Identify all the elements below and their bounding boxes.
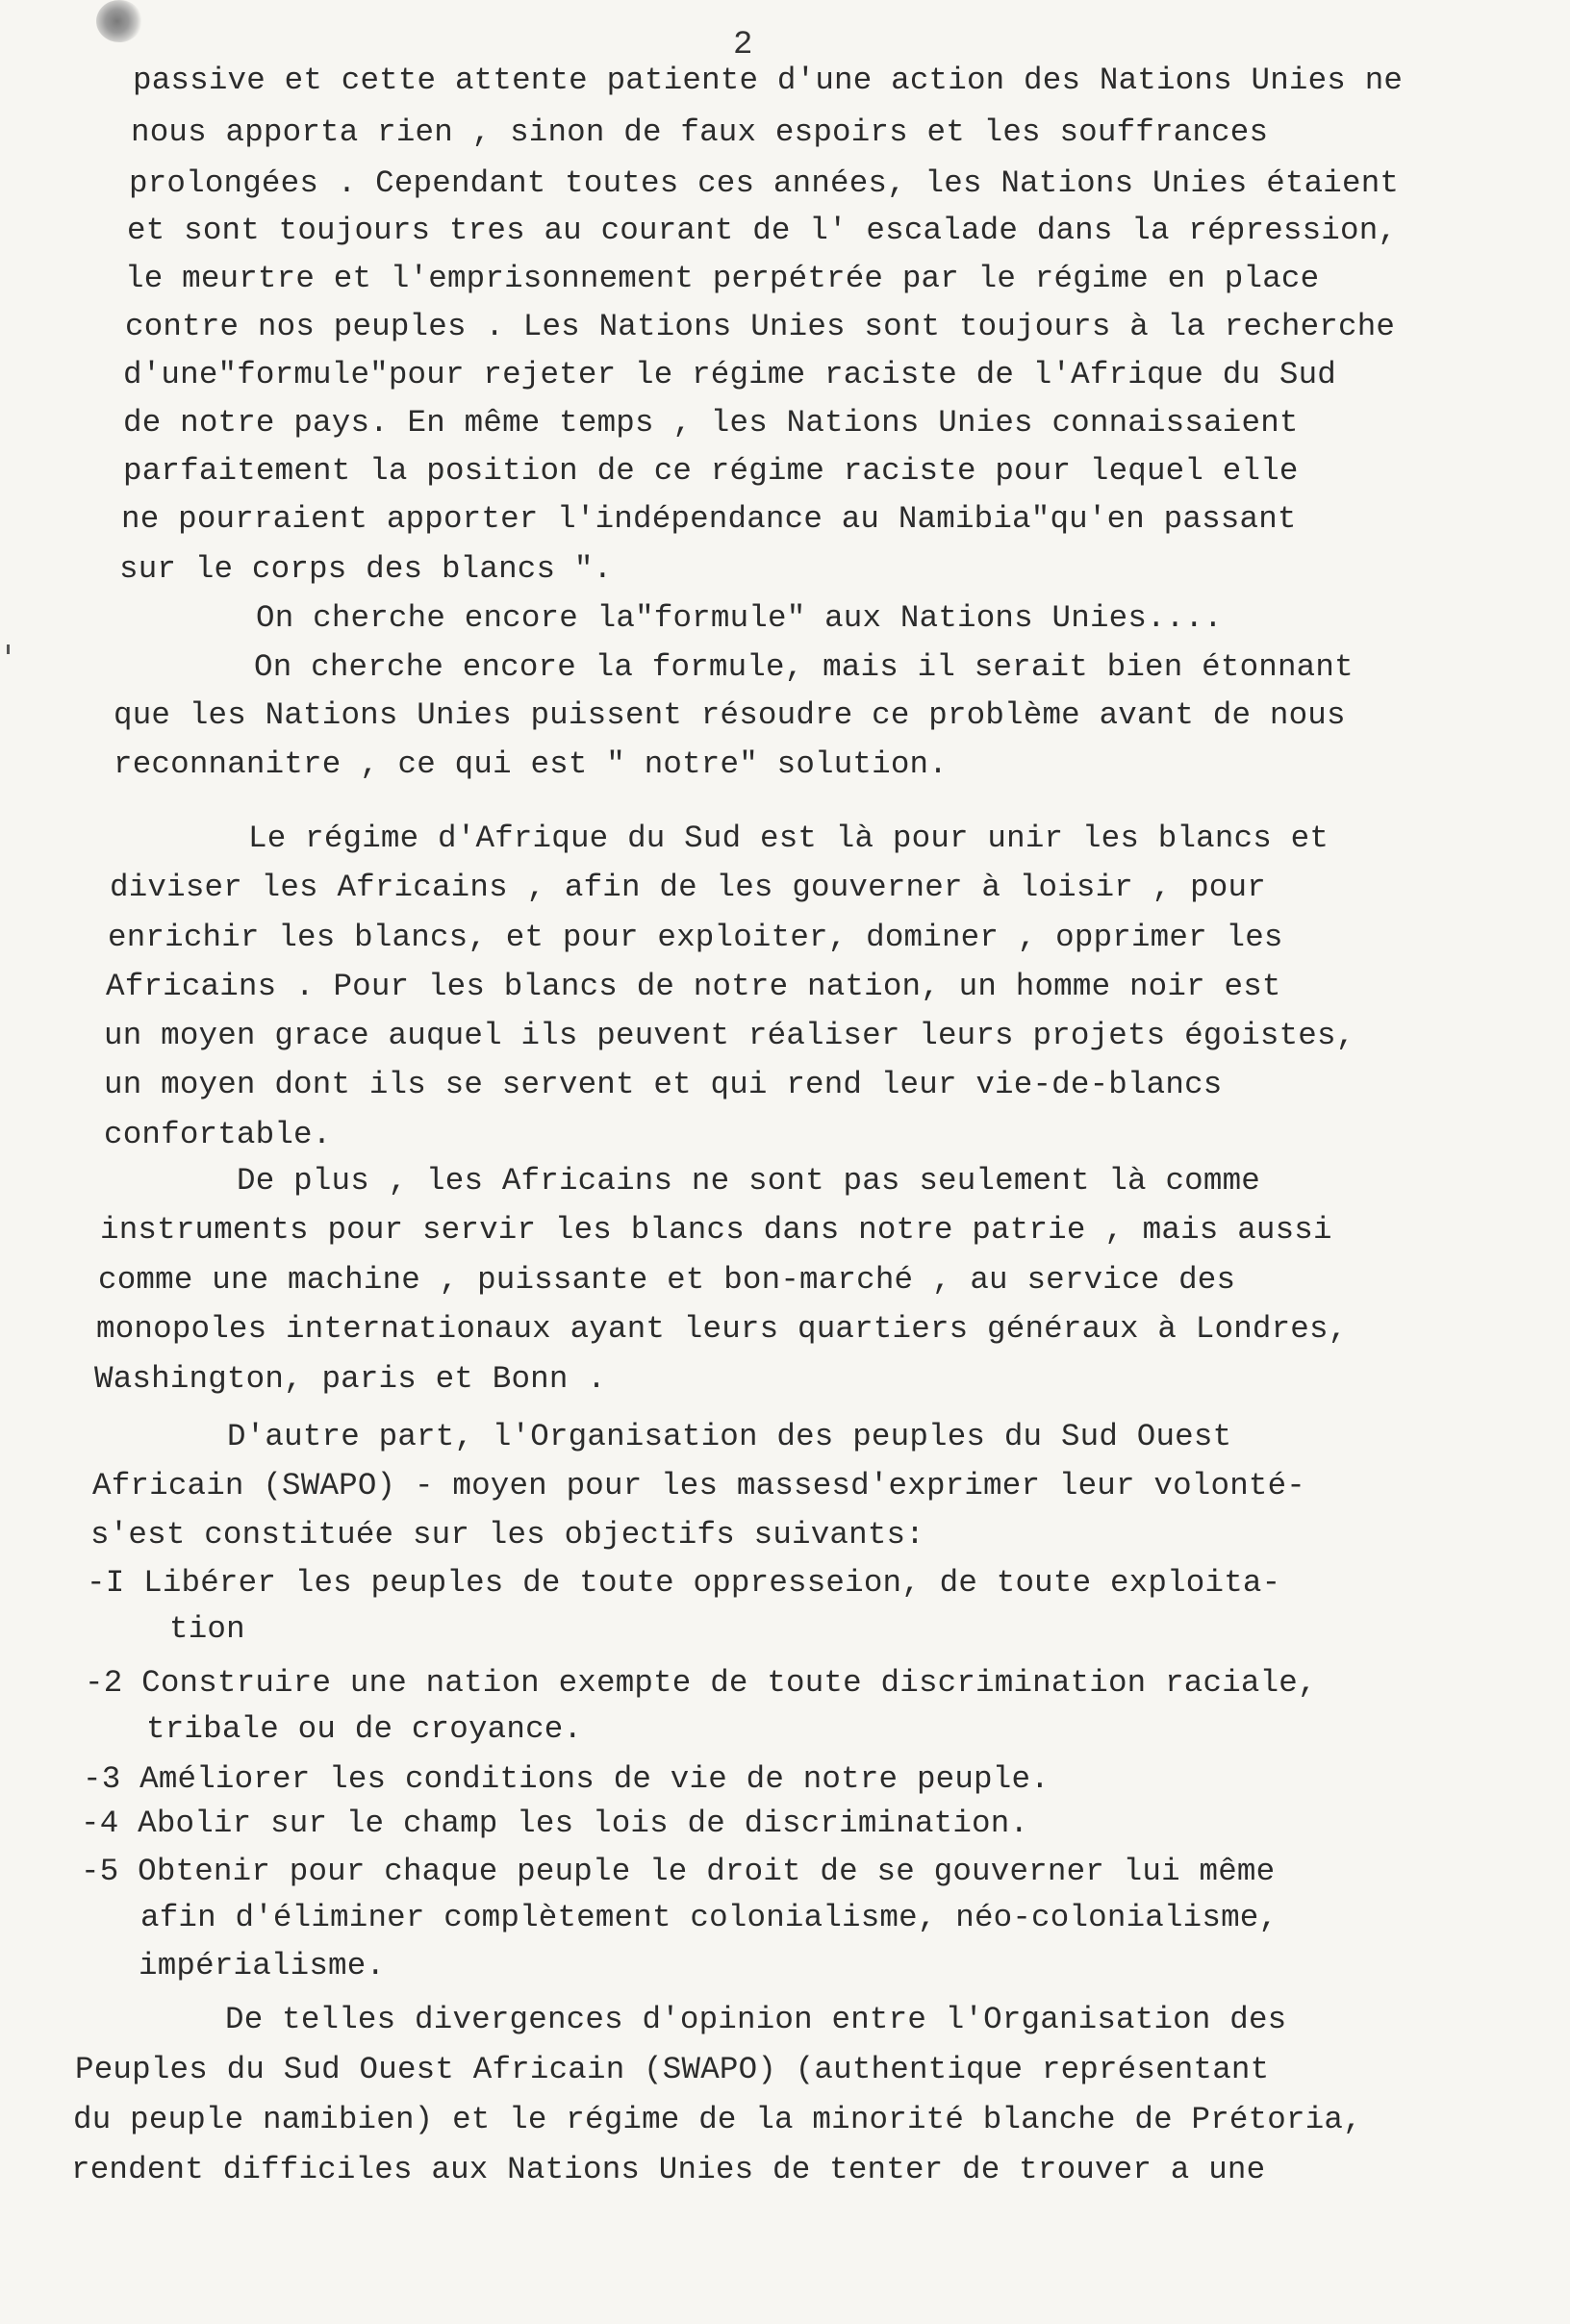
list-item-1: -I Libérer les peuples de toute oppresseion, de toute exploita- [87, 1565, 1281, 1601]
text-line: De telles divergences d'opinion entre l'Organisation des [225, 2002, 1287, 2037]
text-line: rendent difficiles aux Nations Unies de tenter de trouver a une [71, 2152, 1266, 2187]
text-line: que les Nations Unies puissent résoudre ce problème avant de nous [114, 697, 1346, 733]
text-line: du peuple namibien) et le régime de la minorité blanche de Prétoria, [73, 2102, 1362, 2137]
text-line: On cherche encore la"formule" aux Nations Unies.... [256, 600, 1223, 636]
text-line: monopoles internationaux ayant leurs quartiers généraux à Londres, [96, 1311, 1348, 1347]
list-item-5: -5 Obtenir pour chaque peuple le droit de se gouverner lui même [81, 1854, 1276, 1889]
text-line: un moyen grace auquel ils peuvent réaliser leurs projets égoistes, [104, 1018, 1355, 1053]
text-line: Washington, paris et Bonn . [94, 1361, 606, 1397]
text-line: s'est constituée sur les objectifs suivants: [90, 1517, 924, 1553]
text-line: et sont toujours tres au courant de l' escalade dans la répression, [127, 213, 1398, 248]
text-line: impérialisme. [139, 1948, 386, 1983]
text-line: nous apporta rien , sinon de faux espoirs et les souffrances [131, 114, 1269, 150]
text-line: contre nos peuples . Les Nations Unies sont toujours à la recherche [125, 309, 1396, 344]
text-line: prolongées . Cependant toutes ces années, les Nations Unies étaient [129, 165, 1400, 201]
text-line: sur le corps des blancs ". [119, 551, 613, 587]
list-item-3: -3 Améliorer les conditions de vie de notre peuple. [83, 1761, 1050, 1797]
text-line: de notre pays. En même temps , les Nations Unies connaissaient [123, 405, 1299, 441]
text-line: un moyen dont ils se servent et qui rend leur vie-de-blancs [104, 1067, 1223, 1102]
text-line: Africain (SWAPO) - moyen pour les massesd'exprimer leur volonté- [92, 1468, 1306, 1503]
text-line: comme une machine , puissante et bon-marché , au service des [98, 1262, 1236, 1298]
margin-mark [7, 644, 10, 654]
text-line: enrichir les blancs, et pour exploiter, dominer , opprimer les [108, 920, 1283, 955]
list-item-4: -4 Abolir sur le champ les lois de discrimination. [81, 1806, 1029, 1841]
text-line: d'une"formule"pour rejeter le régime raciste de l'Afrique du Sud [123, 357, 1337, 392]
text-line: le meurtre et l'emprisonnement perpétrée par le régime en place [125, 261, 1320, 296]
list-item-2: -2 Construire une nation exempte de toute discrimination raciale, [85, 1665, 1317, 1701]
text-line: De plus , les Africains ne sont pas seulement là comme [237, 1163, 1260, 1199]
text-line: tion [169, 1611, 245, 1647]
text-line: Peuples du Sud Ouest Africain (SWAPO) (authentique représentant [75, 2052, 1270, 2087]
text-line: Africains . Pour les blancs de notre nation, un homme noir est [106, 969, 1281, 1004]
text-line: instruments pour servir les blancs dans notre patrie , mais aussi [100, 1212, 1332, 1248]
text-line: passive et cette attente patiente d'une action des Nations Unies ne [133, 63, 1404, 98]
text-line: Le régime d'Afrique du Sud est là pour unir les blancs et [248, 821, 1329, 856]
text-line: diviser les Africains , afin de les gouverner à loisir , pour [110, 870, 1266, 905]
text-line: parfaitement la position de ce régime raciste pour lequel elle [123, 453, 1299, 489]
text-line: D'autre part, l'Organisation des peuples du Sud Ouest [227, 1419, 1232, 1454]
text-line: afin d'éliminer complètement colonialisme, néo-colonialisme, [140, 1900, 1279, 1935]
page-number: 2 [733, 27, 753, 63]
ink-blot-mark [96, 0, 142, 42]
text-line: reconnanitre , ce qui est " notre" solution. [114, 746, 948, 782]
text-line: On cherche encore la formule, mais il serait bien étonnant [254, 649, 1354, 685]
text-line: confortable. [104, 1117, 332, 1152]
text-line: ne pourraient apporter l'indépendance au Namibia"qu'en passant [121, 501, 1297, 537]
text-line: tribale ou de croyance. [146, 1711, 583, 1747]
